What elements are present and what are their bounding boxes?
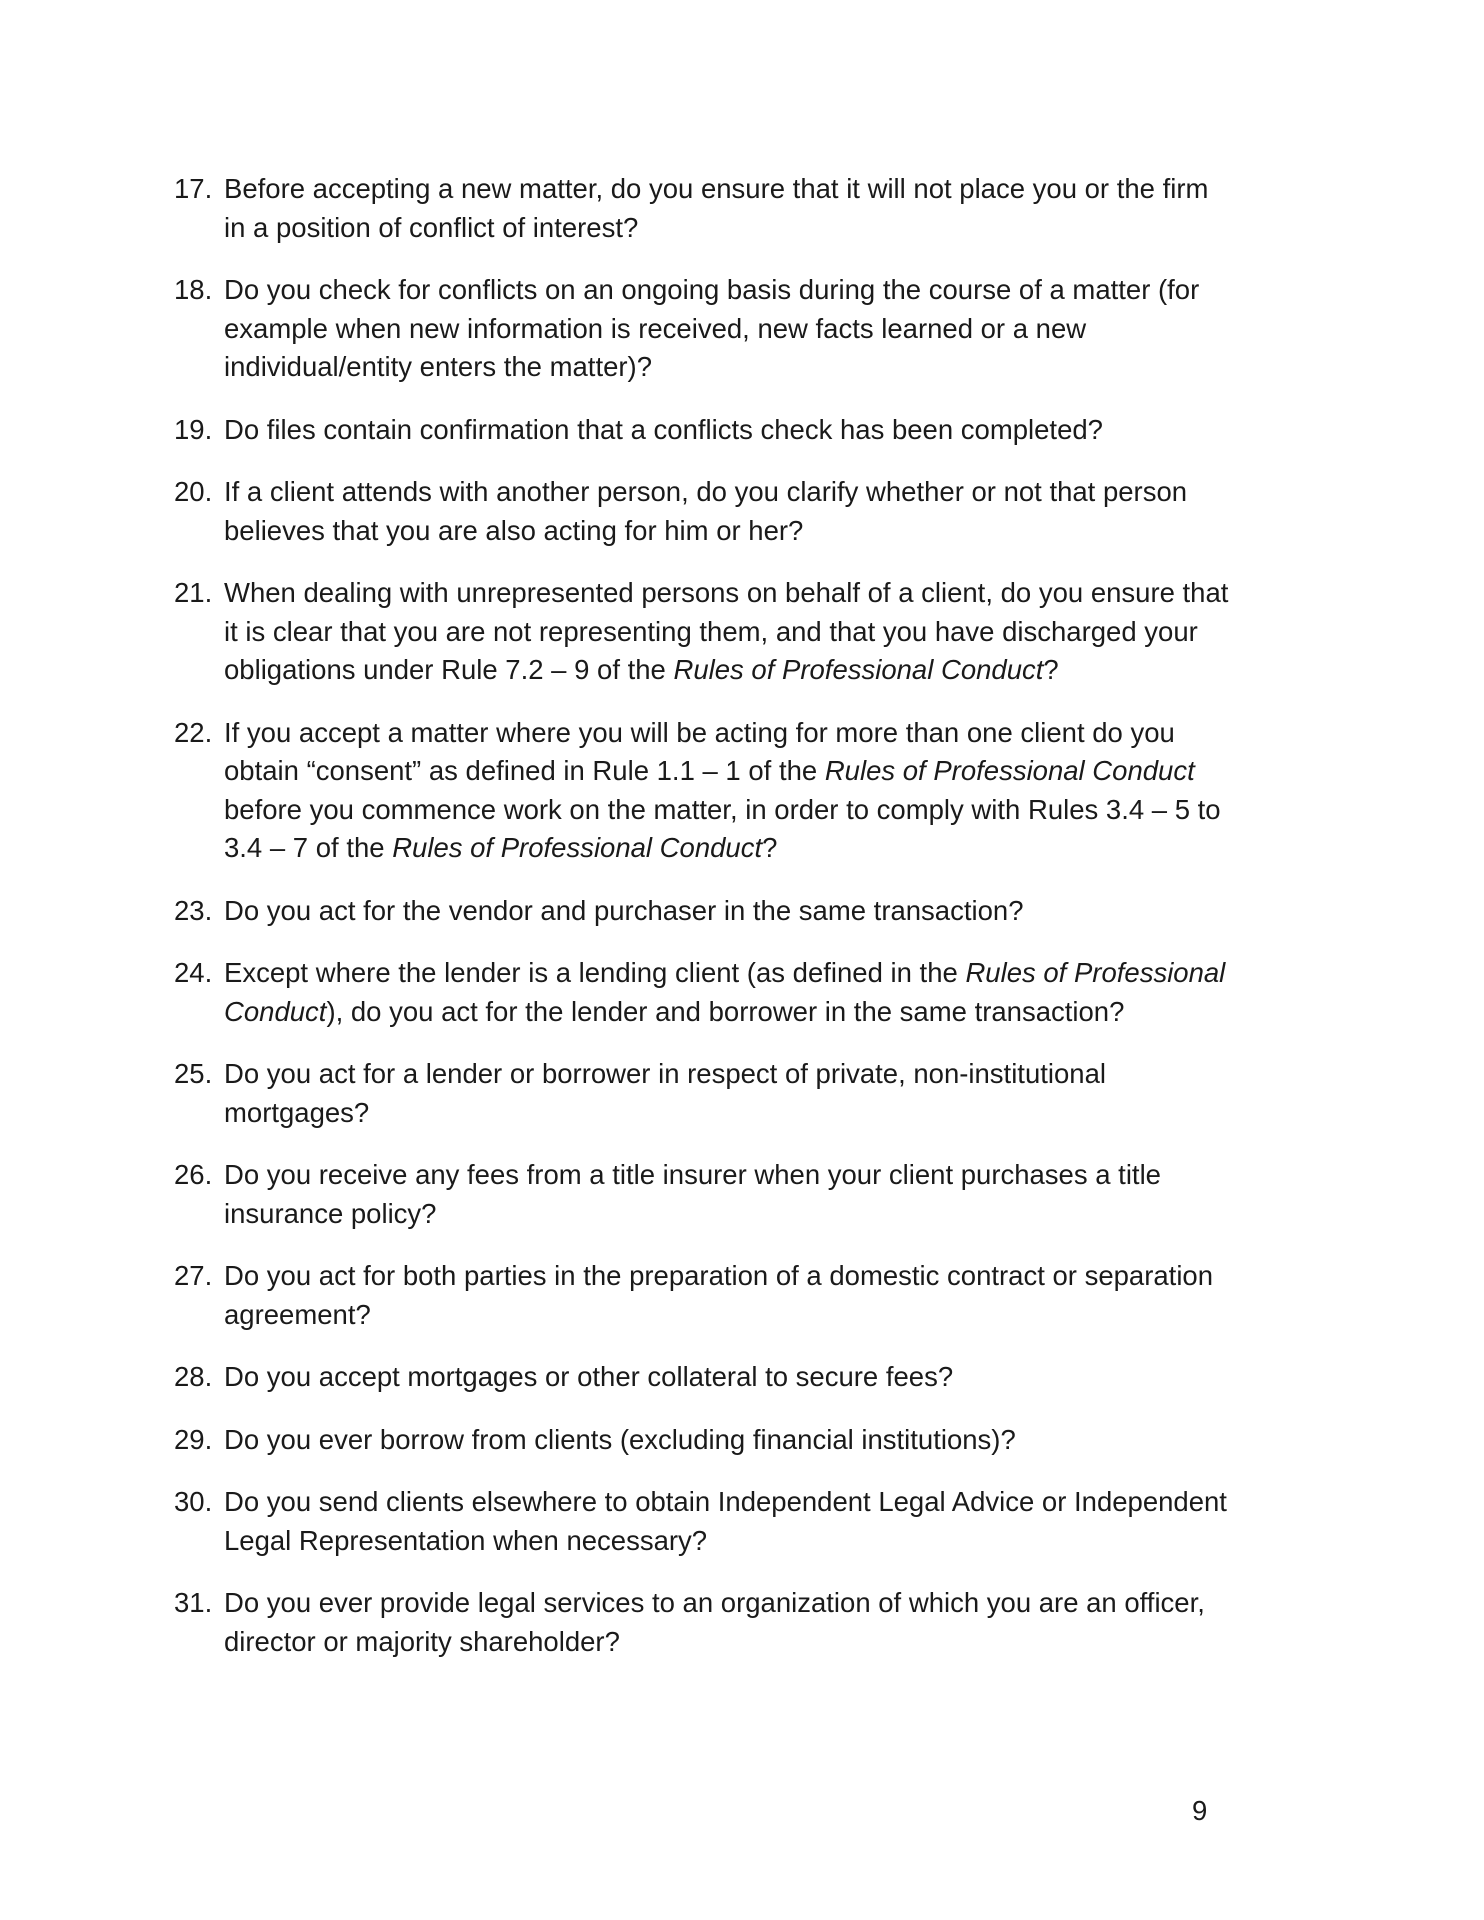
question-text-segment: ? xyxy=(1043,654,1059,685)
question-number: 18. xyxy=(174,274,213,305)
question-number: 30. xyxy=(174,1486,213,1517)
question-text-segment: ? xyxy=(762,832,778,863)
question-item-30 xyxy=(174,1483,1234,1560)
question-number: 22. xyxy=(174,716,213,748)
question-number: 26. xyxy=(174,1159,213,1190)
question-text xyxy=(218,1055,1234,1132)
question-item-18 xyxy=(174,271,1234,387)
question-text-segment: Before accepting a new matter, do you ensure that it will not place you or the firm in a position of conflict of interest? xyxy=(224,173,1209,243)
rules-citation: Rules of Professional Conduct xyxy=(824,755,1195,786)
question-item-25 xyxy=(174,1055,1234,1132)
question-text-segment: ), do you act for the lender and borrower in the same transaction? xyxy=(326,995,1125,1027)
question-text xyxy=(218,1483,1234,1560)
question-item-24 xyxy=(174,954,1234,1031)
question-number: 17. xyxy=(174,173,213,204)
question-text-segment: Do you check for conflicts on an ongoing basis during the course of a matter (for example when new information is received, new facts learned or a new individual/entity enters the matter)? xyxy=(224,274,1200,382)
page-number: 9 xyxy=(1192,1795,1208,1826)
question-item-17 xyxy=(174,170,1234,247)
question-item-19 xyxy=(174,411,1234,450)
question-item-26 xyxy=(174,1156,1234,1233)
question-text-segment: When dealing with unrepresented persons on behalf of a client, do you ensure that it is clear that you are not representing them, and that you have discharged your obligations under Rule 7.2 – 9 of the xyxy=(224,577,1229,685)
question-text-segment: Except where the lender is a lending client (as defined in the xyxy=(224,957,966,988)
question-text-segment: Do you ever borrow from clients (excluding financial institutions)? xyxy=(224,1423,1016,1455)
question-text-segment: If you accept a matter where you will be acting for more than one client do you obtain “consent” as defined in Rule 1.1 – 1 of the xyxy=(224,716,1175,786)
question-text xyxy=(218,714,1234,868)
question-text xyxy=(218,1257,1234,1334)
question-item-21 xyxy=(174,574,1234,690)
question-number: 20. xyxy=(174,476,213,507)
question-text-segment: Do you act for a lender or borrower in respect of private, non-institutional mortgages? xyxy=(224,1058,1106,1128)
question-text xyxy=(218,892,1234,931)
question-item-22 xyxy=(174,714,1234,868)
question-text xyxy=(218,170,1234,247)
question-item-23 xyxy=(174,892,1234,931)
question-number: 21. xyxy=(174,577,213,608)
question-number: 23. xyxy=(174,894,213,926)
question-text xyxy=(218,574,1234,690)
question-item-20 xyxy=(174,473,1234,550)
question-text xyxy=(218,1584,1234,1661)
question-item-31 xyxy=(174,1584,1234,1661)
rules-citation: Rules of Professional Conduct xyxy=(673,654,1044,685)
question-text-segment: Do you ever provide legal services to an organization of which you are an officer, director or majority shareholder? xyxy=(224,1587,1205,1657)
question-item-27 xyxy=(174,1257,1234,1334)
question-text xyxy=(218,271,1234,387)
question-text xyxy=(218,954,1234,1031)
question-number: 24. xyxy=(174,957,213,988)
question-text-segment: Do you act for the vendor and purchaser in the same transaction? xyxy=(224,894,1024,926)
question-number: 19. xyxy=(174,413,213,445)
rules-citation: Rules of Professional Conduct xyxy=(392,832,763,863)
question-text xyxy=(218,411,1234,450)
question-number: 28. xyxy=(174,1361,213,1392)
rules-citation: Rules of Professional Conduct xyxy=(224,957,1226,1027)
question-item-29 xyxy=(174,1421,1234,1460)
question-text-segment: Do you accept mortgages or other collateral to secure fees? xyxy=(224,1361,954,1392)
question-text-segment: Do you act for both parties in the preparation of a domestic contract or separation agreement? xyxy=(224,1260,1214,1330)
question-text-segment: Do files contain confirmation that a conflicts check has been completed? xyxy=(224,413,1103,445)
question-list xyxy=(174,170,1234,1685)
question-text xyxy=(218,1156,1234,1233)
question-text-segment: Do you send clients elsewhere to obtain Independent Legal Advice or Independent Legal Representation when necessary? xyxy=(224,1486,1227,1556)
question-text-segment: If a client attends with another person, do you clarify whether or not that person believes that you are also acting for him or her? xyxy=(224,476,1188,546)
question-text-segment: before you commence work on the matter, in order to comply with Rules 3.4 – 5 to 3.4 – 7 of the xyxy=(224,793,1221,863)
question-text xyxy=(218,473,1234,550)
question-text-segment: Do you receive any fees from a title insurer when your client purchases a title insurance policy? xyxy=(224,1159,1161,1229)
question-number: 29. xyxy=(174,1423,213,1455)
question-number: 27. xyxy=(174,1260,213,1291)
question-number: 31. xyxy=(174,1587,213,1618)
question-item-28 xyxy=(174,1358,1234,1397)
question-text xyxy=(218,1421,1234,1460)
question-number: 25. xyxy=(174,1058,213,1089)
question-text xyxy=(218,1358,1234,1397)
